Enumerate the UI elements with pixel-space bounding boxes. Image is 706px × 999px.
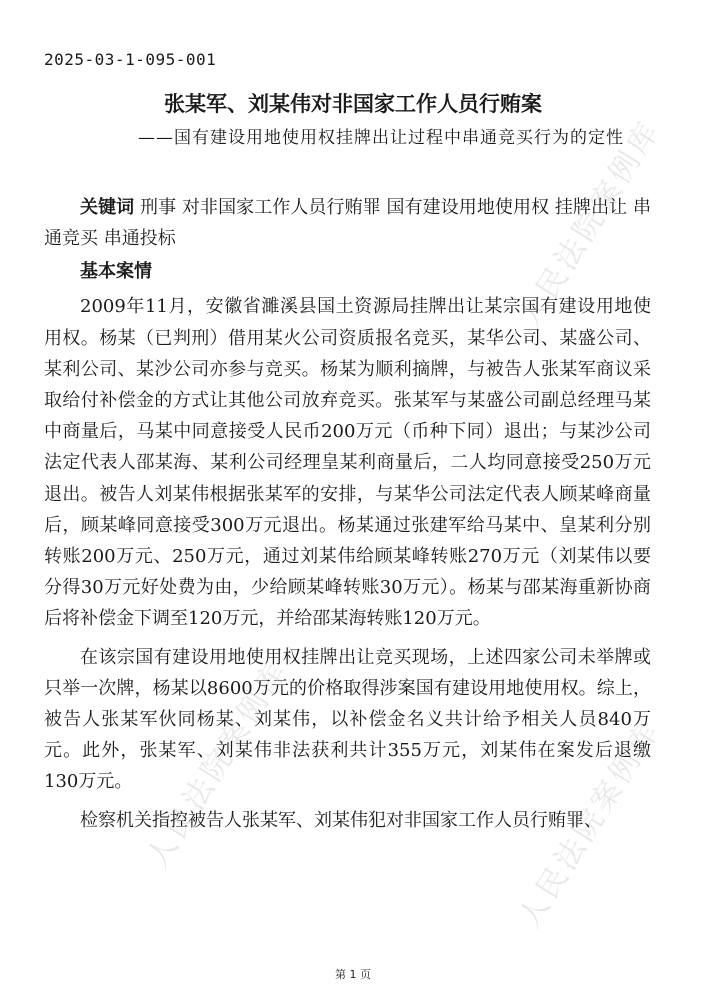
section-heading: 基本案情 [80, 261, 152, 283]
paragraph: 检察机关指控被告人张某军、刘某伟犯对非国家工作人员行贿罪、 [80, 809, 602, 831]
watermark: 人民法院案例库 [140, 653, 296, 875]
document-subtitle: ——国有建设用地使用权挂牌出让过程中串通竞买行为的定性 [138, 128, 624, 148]
watermark: 人民法院案例库 [512, 713, 668, 935]
paragraph: 在该宗国有建设用地使用权挂牌出让竞买现场，上述四家公司未举牌或只举一次牌，杨某以8600万元的价格取得涉案国有建设用地使用权。综上，被告人张某军伙同杨某、刘某伟，以补偿金名义共计给予相关人员840万元。此外，张某军、刘某伟非法获利共计355万元，刘某伟在案发后退缴130万元。 [44, 646, 651, 793]
keywords [44, 192, 651, 254]
keywords-label: 关键词 [80, 197, 135, 218]
document-title: 张某军、刘某伟对非国家工作人员行贿案 [164, 91, 542, 116]
document-body [44, 192, 651, 836]
paragraph: 2009年11月，安徽省濉溪县国土资源局挂牌出让某宗国有建设用地使用权。杨某（已判刑）借用某火公司资质报名竞买，某华公司、某盛公司、某利公司、某沙公司亦参与竞买。杨某为顺利摘牌，与被告人张某军商议采取给付补偿金的方式让其他公司放弃竞买。张某军与某盛公司副总经理马某中商量后，马某中同意接受人民币200万元（币种下同）退出；与某沙公司法定代表人邵某海、某利公司经理皇某利商量后，二人均同意接受250万元退出。被告人刘某伟根据张某军的安排，与某华公司法定代表人顾某峰商量后，顾某峰同意接受300万元退出。杨某通过张建军给马某中、皇某利分别转账200万元、250万元，通过刘某伟给顾某峰转账270万元（刘某伟以要分得30万元好处费为由，少给顾某峰转账30万元）。杨某与邵某海重新协商后将补偿金下调至120万元，并给邵某海转账120万元。 [44, 296, 651, 630]
watermark: 人民法院案例库 [512, 113, 668, 335]
page-number: 第 1 页 [335, 968, 371, 981]
keywords-text: 刑事 对非国家工作人员行贿罪 国有建设用地使用权 挂牌出让 串通竞买 串通投标 [44, 197, 651, 250]
case-number: 2025-03-1-095-001 [44, 50, 217, 69]
